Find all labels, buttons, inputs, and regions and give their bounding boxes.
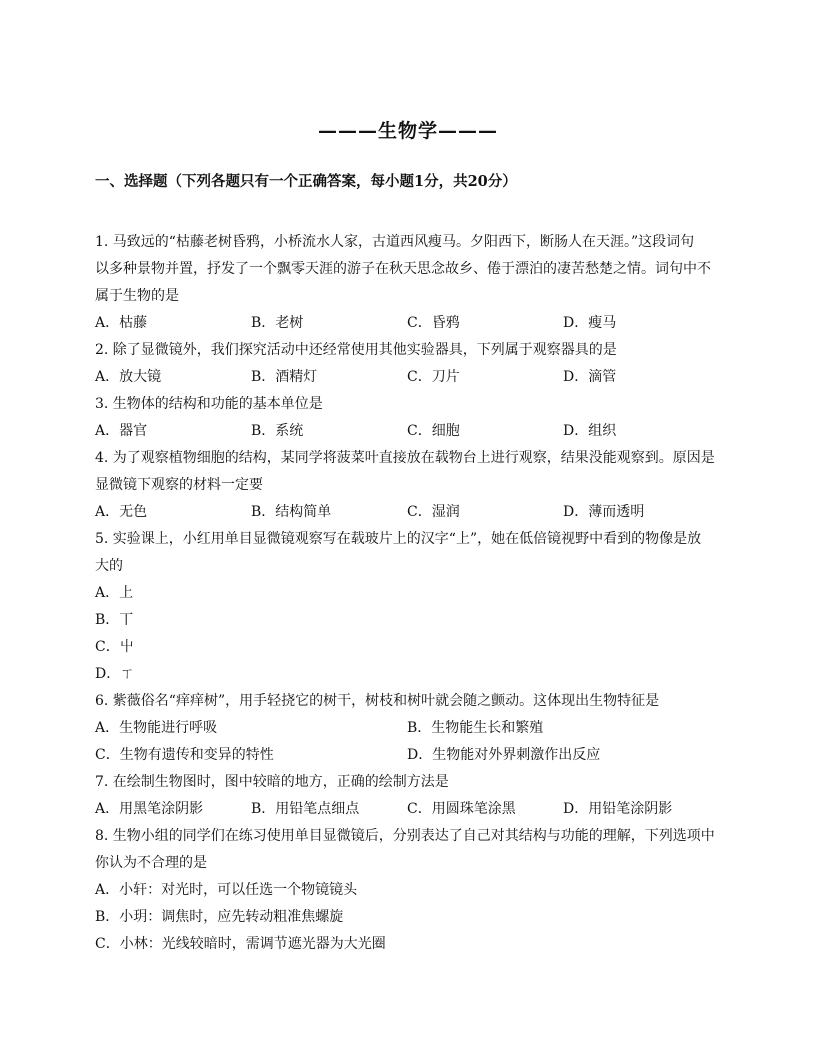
section-heading: 一、选择题（下列各题只有一个正确答案，每小题1分，共20分） [95,173,517,190]
question-5-stem-line-2: 大的 [95,558,123,574]
option-b: B．结构简单 [251,504,332,520]
option-b: B．用铅笔点细点 [251,801,360,817]
question-1-stem-line-3: 属于生物的是 [95,288,179,304]
question-4-stem-line-1: 4. 为了观察植物细胞的结构，某同学将菠菜叶直接放在载物台上进行观察，结果没能观察到。原因是 [95,450,715,466]
option-d: D．ㄒ [95,666,135,682]
question-2-stem-line-1: 2. 除了显微镜外，我们探究活动中还经常使用其他实验器具，下列属于观察器具的是 [95,342,617,358]
question-1-stem-line-1: 1. 马致远的“枯藤老树昏鸦，小桥流水人家，古道西风瘦马。夕阳西下，断肠人在天涯。”这段词句 [95,234,695,250]
option-b: B．酒精灯 [251,369,318,385]
option-d: D．瘦马 [563,315,617,331]
option-a: A．小轩：对光时，可以任选一个物镜镜头 [95,882,358,898]
question-4-stem-line-2: 显微镜下观察的材料一定要 [95,477,263,493]
option-c: C．小林：光线较暗时，需调节遮光器为大光圈 [95,936,386,952]
option-a: A．枯藤 [95,315,148,331]
option-d: D．滴管 [563,369,617,385]
option-c: C．屮 [95,639,134,655]
question-3-options [95,421,735,441]
option-a: A．上 [95,585,134,601]
option-b: B．小玥：调焦时，应先转动粗准焦螺旋 [95,909,344,925]
question-6-options-row-2 [95,745,735,765]
page-title: ———生物学——— [317,120,498,142]
option-d: D．薄而透明 [563,504,645,520]
option-d: D．生物能对外界刺激作出反应 [407,747,601,763]
question-4-options [95,502,735,522]
option-c: C．湿润 [407,504,460,520]
option-d: D．组织 [563,423,617,439]
option-c: C．昏鸦 [407,315,460,331]
option-a: A．生物能进行呼吸 [95,720,218,736]
option-c: C．刀片 [407,369,460,385]
question-7-options [95,799,735,819]
option-c: C．生物有遗传和变异的特性 [95,747,274,763]
question-3-stem-line-1: 3. 生物体的结构和功能的基本单位是 [95,396,323,412]
question-5-stem-line-1: 5. 实验课上，小红用单目显微镜观察写在载玻片上的汉字“上”，她在低倍镜视野中看到的物像是放 [95,531,702,547]
question-8-stem-line-1: 8. 生物小组的同学们在练习使用单目显微镜后，分别表达了自己对其结构与功能的理解，下列选项中 [95,828,715,844]
question-6-options-row-1 [95,718,735,738]
question-1-options [95,313,735,333]
option-c: C．细胞 [407,423,460,439]
option-d: D．用铅笔涂阴影 [563,801,673,817]
option-a: A．用黑笔涂阴影 [95,801,204,817]
question-8-stem-line-2: 你认为不合理的是 [95,855,207,871]
option-b: B．老树 [251,315,304,331]
question-2-options [95,367,735,387]
option-a: A．器官 [95,423,148,439]
question-7-stem-line-1: 7. 在绘制生物图时，图中较暗的地方，正确的绘制方法是 [95,774,449,790]
option-c: C．用圆珠笔涂黑 [407,801,516,817]
option-a: A．无色 [95,504,148,520]
question-6-stem-line-1: 6. 紫薇俗名“痒痒树”，用手轻挠它的树干，树枝和树叶就会随之颤动。这体现出生物特征是 [95,693,660,709]
option-b: B．生物能生长和繁殖 [407,720,544,736]
question-1-stem-line-2: 以多种景物并置，抒发了一个飘零天涯的游子在秋天思念故乡、倦于漂泊的凄苦愁楚之情。词句中不 [95,261,711,277]
option-b: B．系统 [251,423,304,439]
option-a: A．放大镜 [95,369,162,385]
option-b: B．丅 [95,612,134,628]
